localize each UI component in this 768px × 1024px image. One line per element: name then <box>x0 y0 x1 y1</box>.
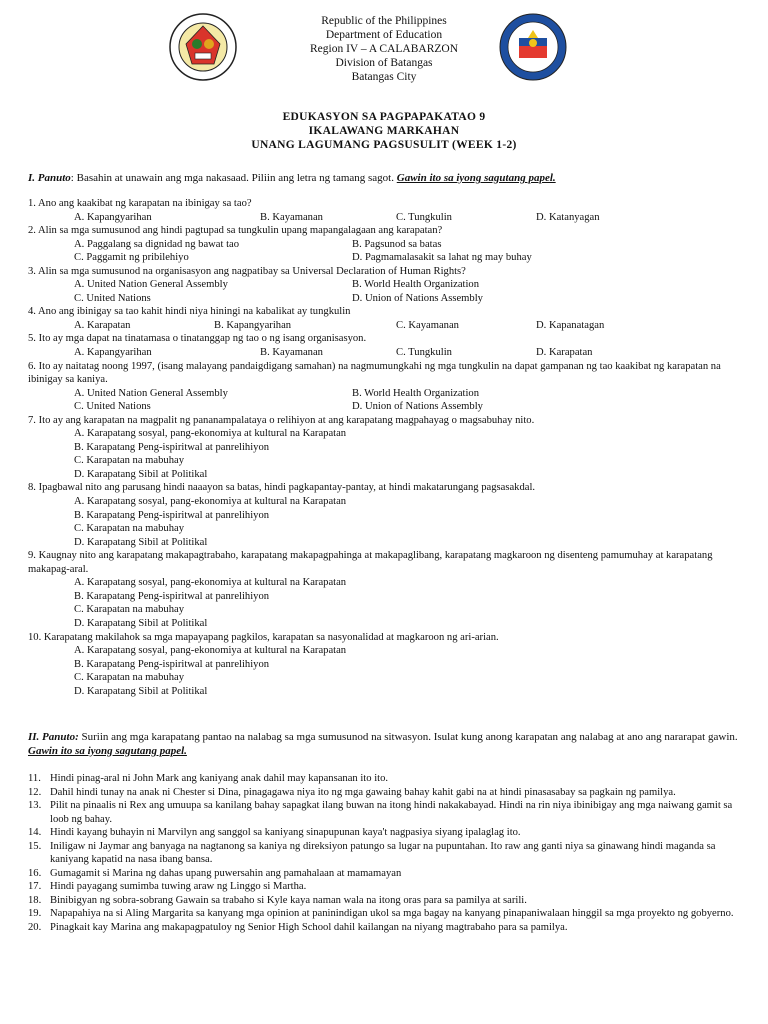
answer-option: C. Karapatan na mabuhay <box>74 604 185 616</box>
part2-instructions <box>28 731 748 758</box>
situation-number: 16. <box>28 867 42 879</box>
letterhead-line: Region IV – A CALABARZON <box>309 43 459 55</box>
question-item <box>28 224 748 265</box>
answer-option: D. Katanyagan <box>536 211 600 223</box>
answer-option: A. Kapangyarihan <box>74 211 152 223</box>
question-item <box>28 481 748 549</box>
answer-option: C. Kayamanan <box>396 319 459 331</box>
question-item <box>28 305 748 332</box>
question-stem: 10. Karapatang makilahok sa mga mapayapang pagkilos, karapatan sa nasyonalidad at magkaroon ng ari-arian. <box>28 631 499 643</box>
question-stem: 9. Kaugnay nito ang karapatang makapagtrabaho, karapatang makapagpahinga at makapaglibang, karapatang magkaroon ng disenteng pamumuhay at karapatang makapag-aral. <box>28 550 713 575</box>
subject-title: EDUKASYON SA PAGPAPAKATAO 9 <box>282 111 486 123</box>
question-item <box>28 549 748 630</box>
answer-option: C. Karapatan na mabuhay <box>74 455 185 467</box>
part2-text: Suriin ang mga karapatang pantao na nalabag sa mga sumusunod na sitwasyon. Isulat kung anong karapatan ang nalabag at ano ang nararapat gawin. <box>78 731 738 743</box>
question-item <box>28 332 748 359</box>
situation-text: Binibigyan ng sobra-sobrang Gawain sa trabaho si Kyle kaya naman wala na itong oras para sa pamilya at sarili. <box>50 894 527 906</box>
answer-option: C. United Nations <box>74 401 151 413</box>
quarter-title: IKALAWANG MARKAHAN <box>308 125 460 137</box>
situation-item <box>28 921 740 935</box>
answer-option: D. Karapatang Sibil at Politikal <box>74 617 208 629</box>
answer-option: C. Karapatan na mabuhay <box>74 672 185 684</box>
question-item <box>28 360 748 414</box>
answer-option: D. Karapatang Sibil at Politikal <box>74 685 208 697</box>
situation-text: Hindi pinag-aral ni John Mark ang kaniyang anak dahil may kapansanan ito ito. <box>50 773 389 784</box>
letterhead-line: Department of Education <box>325 29 443 41</box>
situation-text: Gumagamit si Marina ng dahas upang puwersahin ang pamahalaan at mamamayan <box>50 867 402 879</box>
situation-number: 19. <box>28 908 42 920</box>
question-stem: 2. Alin sa mga sumusunod ang hindi pagtupad sa tungkulin upang mapangalagaan ang karapatan? <box>28 225 443 237</box>
answer-option: A. Paggalang sa dignidad ng bawat tao <box>74 238 240 250</box>
answer-option: D. Pagmamalasakit sa lahat ng may buhay <box>352 252 532 264</box>
question-item <box>28 631 748 699</box>
answer-option: A. Kapangyarihan <box>74 347 152 359</box>
situation-number: 14. <box>28 827 42 839</box>
situation-item <box>28 894 740 908</box>
answer-option: A. Karapatang sosyal, pang-ekonomiya at kultural na Karapatan <box>74 496 347 508</box>
answer-option: B. Pagsunod sa batas <box>352 238 442 250</box>
answer-option: C. Karapatan na mabuhay <box>74 523 185 535</box>
question-stem: 3. Alin sa mga sumusunod na organisasyon ang nagpatibay sa Universal Declaration of Human Rights? <box>28 265 466 277</box>
situation-number: 11. <box>28 773 41 784</box>
answer-option: B. Kapangyarihan <box>214 319 292 331</box>
situation-text: Pilit na pinaalis ni Rex ang umuupa sa kanilang bahay sapagkat ilang buwan na itong hindi nakakabayad. Hindi na rin niya ibinibigay ang mga naiwang gamit sa loob ng bahay. <box>50 800 733 825</box>
question-stem: 5. Ito ay mga dapat na tinatamasa o tinatanggap ng tao o ng isang organisasyon. <box>28 333 367 345</box>
answer-option: A. United Nation General Assembly <box>74 279 228 291</box>
situation-text: Napapahiya na si Aling Margarita sa kanyang mga opinion at paninindigan ukol sa mga bagay na kanyang pinapaniwalaan hinggil sa mga proyekto ng gobyerno. <box>50 908 734 920</box>
answer-option: C. Tungkulin <box>396 347 452 359</box>
question-item <box>28 197 748 224</box>
answer-option: A. United Nation General Assembly <box>74 387 228 399</box>
letterhead-line: Republic of the Philippines <box>321 15 447 27</box>
answer-option: D. Union of Nations Assembly <box>352 401 483 413</box>
situation-text: Hindi payagang sumimba tuwing araw ng Linggo si Martha. <box>50 881 307 893</box>
situation-number: 15. <box>28 840 42 852</box>
letterhead-line: Batangas City <box>351 71 417 83</box>
answer-option: B. Karapatang Peng-ispiritwal at panrelihiyon <box>74 441 270 453</box>
question-stem: 4. Ano ang ibinigay sa tao kahit hindi niya hiningi na kabalikat ay tungkulin <box>28 306 351 318</box>
question-item <box>28 265 748 306</box>
question-stem: 6. Ito ay naitatag noong 1997, (isang malayang pandaigdigang samahan) na nagmumungkahi ng mga tungkulin na dapat gampanan ng tao kaakibat ng karapatan na ibinigay sa kaniya. <box>28 360 721 386</box>
answer-option: B. Kayamanan <box>260 211 323 223</box>
question-stem: 8. Ipagbawal nito ang parusang hindi naaayon sa batas, hindi pagkapantay-pantay, at hindi makatarungang pagsasakdal. <box>28 482 536 494</box>
part2-label: II. Panuto: <box>28 731 79 743</box>
answer-option: C. United Nations <box>74 292 151 304</box>
answer-option: C. Tungkulin <box>396 211 452 223</box>
situation-number: 20. <box>28 922 42 934</box>
answer-option: C. Paggamit ng pribilehiyo <box>74 252 189 264</box>
answer-option: A. Karapatang sosyal, pang-ekonomiya at kultural na Karapatan <box>74 577 347 589</box>
situation-number: 18. <box>28 894 42 906</box>
situation-text: Dahil hindi tunay na anak ni Chester si Dina, pinagagawa niya ito ng mga gawaing bahay kahit gabi na at hindi pinasasabay sa pagkain ng pamilya. <box>50 786 676 798</box>
situation-item <box>28 880 740 894</box>
question-item <box>28 414 748 482</box>
situation-item <box>28 772 740 786</box>
situation-item <box>28 867 740 881</box>
situation-item <box>28 826 740 840</box>
situation-item <box>28 907 740 921</box>
part1-emphasis: Gawin ito sa iyong sagutang papel. <box>396 172 556 184</box>
situation-text: Pinagkait kay Marina ang makapagpatuloy ng Senior High School dahil kailangan na niyang magtrabaho para sa pamilya. <box>50 922 568 934</box>
situation-item <box>28 840 740 867</box>
situation-item <box>28 799 740 826</box>
part1-instructions <box>28 172 748 186</box>
situation-item <box>28 786 740 800</box>
multiple-choice-section <box>28 197 748 698</box>
answer-option: A. Karapatan <box>74 319 131 331</box>
answer-option: B. Karapatang Peng-ispiritwal at panrelihiyon <box>74 658 270 670</box>
situation-text: Hindi kayang buhayin ni Marvilyn ang sanggol sa kaniyang sinapupunan kaya't nagpasiya siyang ipalaglag ito. <box>50 827 521 839</box>
part1-text: : Basahin at unawain ang mga nakasaad. Piliin ang letra ng tamang sagot. <box>70 172 397 184</box>
part1-label: I. Panuto <box>28 172 71 184</box>
question-stem: 1. Ano ang kaakibat ng karapatan na ibinigay sa tao? <box>28 198 252 209</box>
situation-section <box>28 772 740 935</box>
answer-option: D. Karapatang Sibil at Politikal <box>74 468 208 480</box>
answer-option: D. Union of Nations Assembly <box>352 292 483 304</box>
answer-option: B. Karapatang Peng-ispiritwal at panrelihiyon <box>74 509 270 521</box>
answer-option: B. Karapatang Peng-ispiritwal at panrelihiyon <box>74 590 270 602</box>
answer-option: B. World Health Organization <box>352 387 480 399</box>
answer-option: A. Karapatang sosyal, pang-ekonomiya at kultural na Karapatan <box>74 645 347 657</box>
situation-number: 12. <box>28 786 42 798</box>
letterhead-line: Division of Batangas <box>335 57 433 69</box>
test-title: UNANG LAGUMANG PAGSUSULIT (WEEK 1-2) <box>251 139 517 151</box>
answer-option: B. World Health Organization <box>352 279 480 291</box>
answer-option: D. Karapatan <box>536 347 593 359</box>
exam-title <box>0 110 768 152</box>
question-stem: 7. Ito ay ang karapatan na magpalit ng pananampalataya o relihiyon at ang karapatang magpahayag o magsabuhay nito. <box>28 414 535 426</box>
situation-text: Iniligaw ni Jaymar ang banyaga na nagtanong sa kaniya ng direksiyon patungo sa lugar na pupuntahan. Ito raw ang ganti niya sa ginawang hindi maganda sa kaniyang kapatid na nasa ibang bansa. <box>50 840 716 866</box>
situation-number: 13. <box>28 800 42 812</box>
part2-emphasis: Gawin ito sa iyong sagutang papel. <box>28 744 187 757</box>
answer-option: D. Karapatang Sibil at Politikal <box>74 536 208 548</box>
answer-option: B. Kayamanan <box>260 347 323 359</box>
answer-option: A. Karapatang sosyal, pang-ekonomiya at kultural na Karapatan <box>74 428 347 440</box>
situation-number: 17. <box>28 881 42 893</box>
answer-option: D. Kapanatagan <box>536 319 605 331</box>
letterhead <box>0 14 768 84</box>
